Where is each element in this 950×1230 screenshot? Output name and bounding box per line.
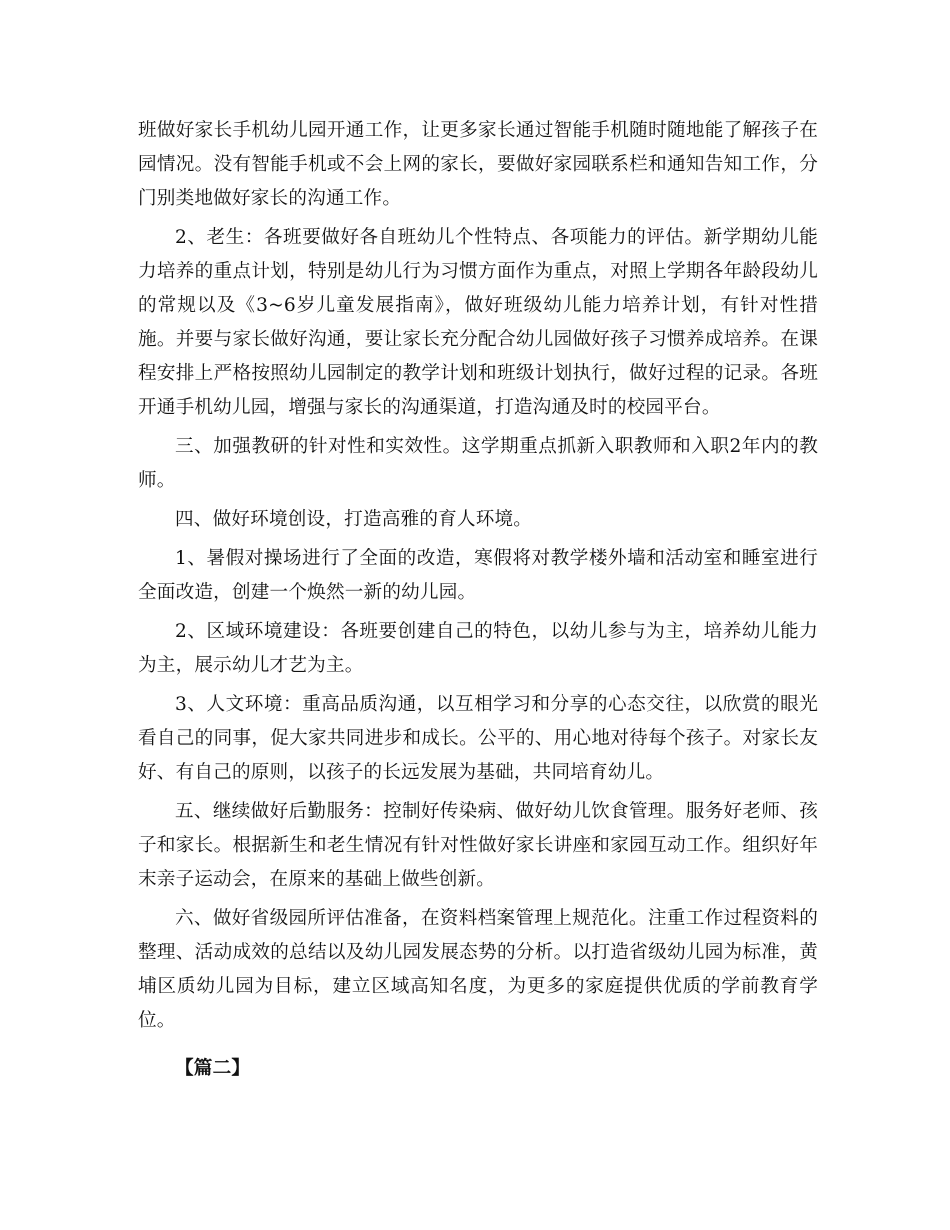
- paragraph-returning-students: 2、老生：各班要做好各自班幼儿个性特点、各项能力的评估。新学期幼儿能力培养的重点计划，特别是幼儿行为习惯方面作为重点，对照上学期各年龄段幼儿的常规以及《3~6岁儿童发展指南》，做好班级幼儿能力培养计划，有针对性措施。并要与家长做好沟通，要让家长充分配合幼儿园做好孩子习惯养成培养。在课程安排上严格按照幼儿园制定的教学计划和班级计划执行，做好过程的记录。各班开通手机幼儿园，增强与家长的沟通渠道，打造沟通及时的校园平台。: [138, 227, 818, 418]
- paragraph-area-environment: 2、区域环境建设：各班要创建自己的特色，以幼儿参与为主，培养幼儿能力为主，展示幼儿才艺为主。: [138, 621, 818, 676]
- paragraph-logistics-service: 五、继续做好后勤服务：控制好传染病、做好幼儿饮食管理。服务好老师、孩子和家长。根据新生和老生情况有针对性做好家长讲座和家园互动工作。组织好年末亲子运动会，在原来的基础上做些创新。: [138, 801, 818, 890]
- section-heading-part-two: 【篇二】: [175, 1058, 251, 1079]
- paragraph-home-school-communication: 班做好家长手机幼儿园开通工作，让更多家长通过智能手机随时随地能了解孩子在园情况。没有智能手机或不会上网的家长，要做好家园联系栏和通知告知工作，分门别类地做好家长的沟通工作。: [138, 120, 818, 209]
- paragraph-humanistic-environment: 3、人文环境：重高品质沟通，以互相学习和分享的心态交往，以欣赏的眼光看自己的同事，促大家共同进步和成长。公平的、用心地对待每个孩子。对家长友好、有自己的原则，以孩子的长远发展为基础，共同培育幼儿。: [138, 694, 818, 783]
- document-body: [138, 114, 818, 1086]
- paragraph-teaching-research: 三、加强教研的针对性和实效性。这学期重点抓新入职教师和入职2年内的教师。: [138, 436, 818, 491]
- paragraph-campus-renovation: 1、暑假对操场进行了全面的改造，寒假将对教学楼外墙和活动室和睡室进行全面改造，创建一个焕然一新的幼儿园。: [138, 548, 818, 603]
- paragraph-environment-heading: 四、做好环境创设，打造高雅的育人环境。: [175, 509, 533, 530]
- paragraph-provincial-evaluation: 六、做好省级园所评估准备，在资料档案管理上规范化。注重工作过程资料的整理、活动成效的总结以及幼儿园发展态势的分析。以打造省级幼儿园为标准，黄埔区质幼儿园为目标，建立区域高知名度，为更多的家庭提供优质的学前教育学位。: [138, 908, 818, 1031]
